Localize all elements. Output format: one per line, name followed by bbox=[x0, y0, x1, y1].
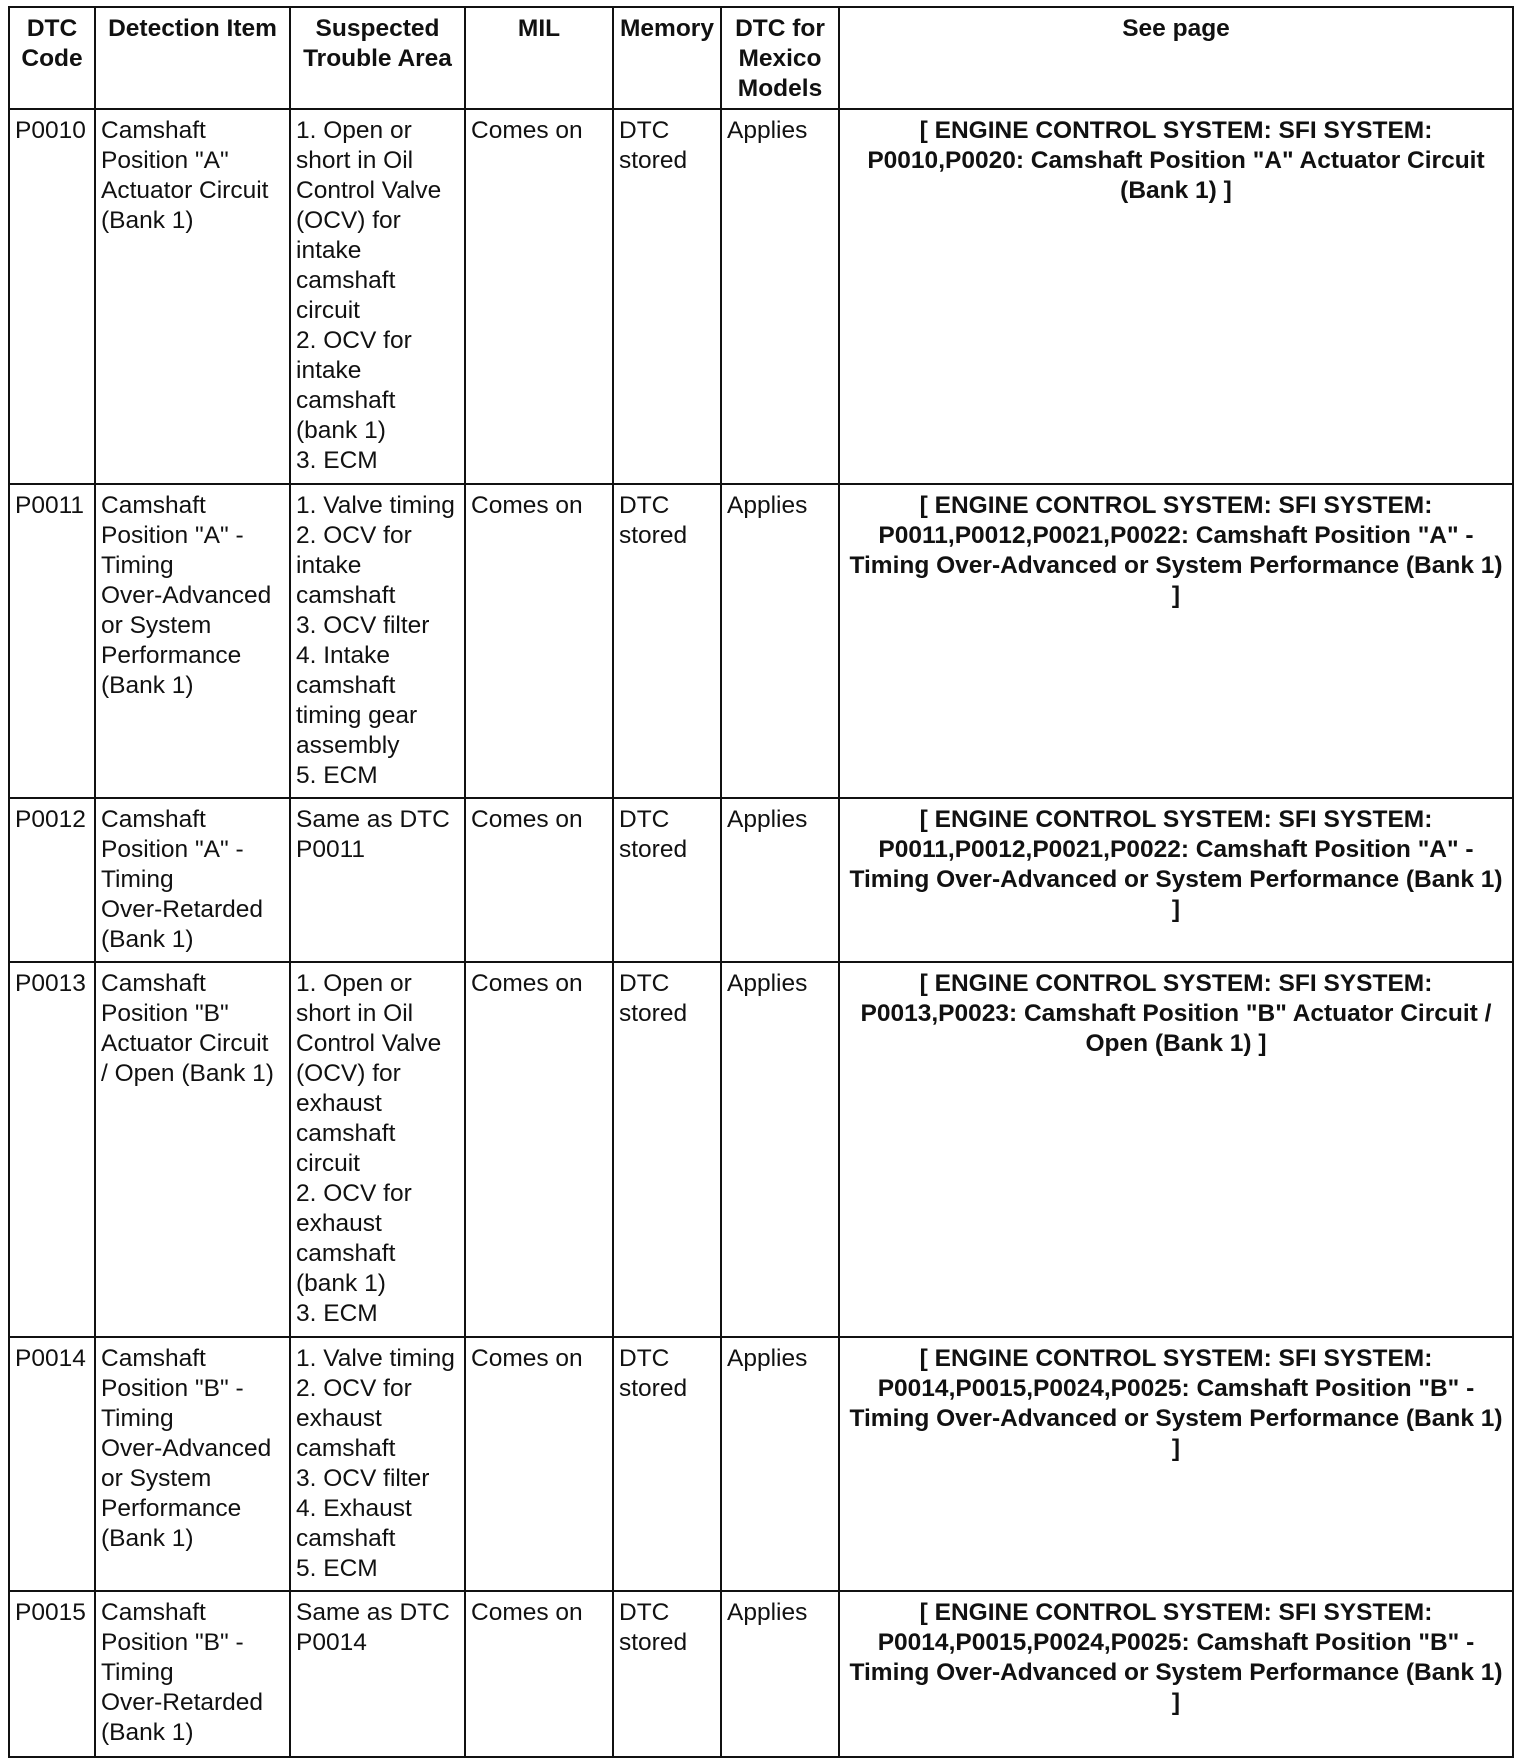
dtc-code-cell: P0010 bbox=[9, 109, 95, 484]
detection-item-cell: Camshaft Position "B" - Timing Over-Advanced or System Performance (Bank 1) bbox=[95, 1337, 290, 1591]
dtc-code-cell: P0011 bbox=[9, 484, 95, 798]
table-header bbox=[9, 7, 1513, 109]
mexico-cell: Applies bbox=[721, 1337, 839, 1591]
mil-cell: Comes on bbox=[465, 109, 613, 484]
detection-item-cell: Camshaft Position "B" - Timing Over-Retarded (Bank 1) bbox=[95, 1591, 290, 1757]
table-row bbox=[9, 484, 1513, 798]
mexico-cell: Applies bbox=[721, 1591, 839, 1757]
see-page-link[interactable]: [ ENGINE CONTROL SYSTEM: SFI SYSTEM: P0013,P0023: Camshaft Position "B" Actuator Circuit / Open (Bank 1) ] bbox=[839, 962, 1513, 1337]
dtc-code-cell: P0015 bbox=[9, 1591, 95, 1757]
see-page-link[interactable]: [ ENGINE CONTROL SYSTEM: SFI SYSTEM: P0014,P0015,P0024,P0025: Camshaft Position "B" - Timing Over-Advanced or System Performance (Bank 1) ] bbox=[839, 1337, 1513, 1591]
memory-cell: DTC stored bbox=[613, 484, 721, 798]
table-body bbox=[9, 109, 1513, 1757]
mil-cell: Comes on bbox=[465, 962, 613, 1337]
memory-cell: DTC stored bbox=[613, 1337, 721, 1591]
header-dtc-code: DTC Code bbox=[9, 7, 95, 109]
see-page-link[interactable]: [ ENGINE CONTROL SYSTEM: SFI SYSTEM: P0014,P0015,P0024,P0025: Camshaft Position "B" - Timing Over-Advanced or System Performance (Bank 1) ] bbox=[839, 1591, 1513, 1757]
memory-cell: DTC stored bbox=[613, 109, 721, 484]
memory-cell: DTC stored bbox=[613, 962, 721, 1337]
trouble-area-cell: 1. Open or short in Oil Control Valve (OCV) for exhaust camshaft circuit 2. OCV for exhaust camshaft (bank 1) 3. ECM bbox=[290, 962, 465, 1337]
table-row bbox=[9, 1337, 1513, 1591]
detection-item-cell: Camshaft Position "A" - Timing Over-Retarded (Bank 1) bbox=[95, 798, 290, 962]
mexico-cell: Applies bbox=[721, 109, 839, 484]
see-page-link[interactable]: [ ENGINE CONTROL SYSTEM: SFI SYSTEM: P0011,P0012,P0021,P0022: Camshaft Position "A" - Timing Over-Advanced or System Performance (Bank 1) ] bbox=[839, 798, 1513, 962]
header-mil: MIL bbox=[465, 7, 613, 109]
table-row bbox=[9, 1591, 1513, 1757]
mil-cell: Comes on bbox=[465, 484, 613, 798]
dtc-table-container bbox=[8, 6, 1512, 1758]
detection-item-cell: Camshaft Position "B" Actuator Circuit / Open (Bank 1) bbox=[95, 962, 290, 1337]
detection-item-cell: Camshaft Position "A" Actuator Circuit (Bank 1) bbox=[95, 109, 290, 484]
header-memory: Memory bbox=[613, 7, 721, 109]
header-suspected-trouble-area: Suspected Trouble Area bbox=[290, 7, 465, 109]
dtc-code-cell: P0013 bbox=[9, 962, 95, 1337]
trouble-area-cell: 1. Open or short in Oil Control Valve (OCV) for intake camshaft circuit 2. OCV for intake camshaft (bank 1) 3. ECM bbox=[290, 109, 465, 484]
see-page-link[interactable]: [ ENGINE CONTROL SYSTEM: SFI SYSTEM: P0011,P0012,P0021,P0022: Camshaft Position "A" - Timing Over-Advanced or System Performance (Bank 1) ] bbox=[839, 484, 1513, 798]
trouble-area-cell: Same as DTC P0011 bbox=[290, 798, 465, 962]
dtc-code-cell: P0014 bbox=[9, 1337, 95, 1591]
mil-cell: Comes on bbox=[465, 798, 613, 962]
header-row bbox=[9, 7, 1513, 109]
dtc-code-cell: P0012 bbox=[9, 798, 95, 962]
mexico-cell: Applies bbox=[721, 962, 839, 1337]
mil-cell: Comes on bbox=[465, 1591, 613, 1757]
detection-item-cell: Camshaft Position "A" - Timing Over-Advanced or System Performance (Bank 1) bbox=[95, 484, 290, 798]
trouble-area-cell: 1. Valve timing 2. OCV for intake camshaft 3. OCV filter 4. Intake camshaft timing gear assembly 5. ECM bbox=[290, 484, 465, 798]
trouble-area-cell: Same as DTC P0014 bbox=[290, 1591, 465, 1757]
header-detection-item: Detection Item bbox=[95, 7, 290, 109]
table-row bbox=[9, 962, 1513, 1337]
header-see-page: See page bbox=[839, 7, 1513, 109]
memory-cell: DTC stored bbox=[613, 798, 721, 962]
header-dtc-mexico: DTC for Mexico Models bbox=[721, 7, 839, 109]
memory-cell: DTC stored bbox=[613, 1591, 721, 1757]
dtc-table bbox=[8, 6, 1514, 1758]
trouble-area-cell: 1. Valve timing 2. OCV for exhaust camshaft 3. OCV filter 4. Exhaust camshaft 5. ECM bbox=[290, 1337, 465, 1591]
mexico-cell: Applies bbox=[721, 484, 839, 798]
table-row bbox=[9, 798, 1513, 962]
table-row bbox=[9, 109, 1513, 484]
mil-cell: Comes on bbox=[465, 1337, 613, 1591]
see-page-link[interactable]: [ ENGINE CONTROL SYSTEM: SFI SYSTEM: P0010,P0020: Camshaft Position "A" Actuator Circuit (Bank 1) ] bbox=[839, 109, 1513, 484]
mexico-cell: Applies bbox=[721, 798, 839, 962]
